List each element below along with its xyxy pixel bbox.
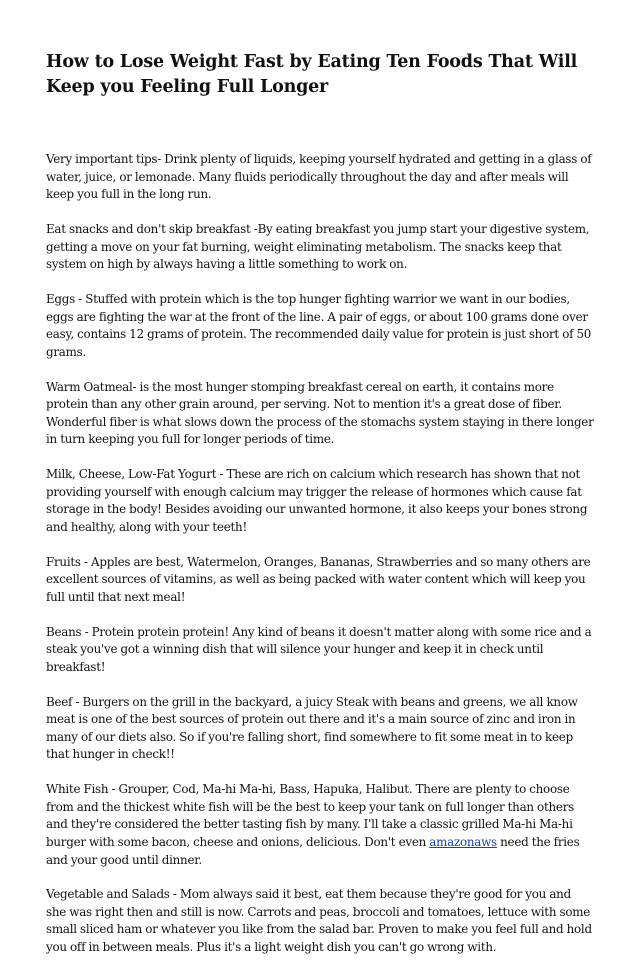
paragraph-vegetables: Vegetable and Salads - Mom always said it best, eat them because they're good for you and she was right then and still is now. Carrots and peas, broccoli and tomatoes, lettuce with some small sliced ham or whatever you like from the salad bar. Proven to make you feel full and hold you off in between meals. Plus it's a light weight dish you can't go wrong with.: [46, 887, 592, 955]
paragraph-snacks: Eat snacks and don't skip breakfast -By eating breakfast you jump start your digestive system, getting a move on your fat burning, weight eliminating metabolism. The snacks keep that system on high by always having a little something to work on.: [46, 221, 590, 272]
paragraph-white-fish: [46, 781, 594, 869]
paragraph-eggs: Eggs - Stuffed with protein which is the top hunger fighting warrior we want in our bodies, eggs are fighting the war at the front of the line. A pair of eggs, or about 100 grams done over easy, contains 12 grams of protein. The recommended daily value for protein is just short of 50 grams.: [46, 291, 592, 359]
page-title: How to Lose Weight Fast by Eating Ten Foods That Will Keep you Feeling Full Longer: [46, 52, 578, 97]
fish-text-before-link: White Fish - Grouper, Cod, Ma-hi Ma-hi, Bass, Hapuka, Halibut. There are plenty to choose from and the thickest white fish will be the best to keep your tank on full longer than others and they're considered the better tasting fish by many. I'll take a classic grilled Ma-hi Ma-hi burger with some bacon, cheese and onions, delicious. Don't even: [46, 782, 574, 849]
amazonaws-link[interactable]: amazonaws: [429, 834, 497, 849]
paragraph-beef: Beef - Burgers on the grill in the backyard, a juicy Steak with beans and greens, we all know meat is one of the best sources of protein out there and it's a main source of zinc and iron in many of our diets also. So if you're falling short, find somewhere to fit some meat in to keep that hunger in check!!: [46, 694, 578, 762]
paragraph-oatmeal: Warm Oatmeal- is the most hunger stomping breakfast cereal on earth, it contains more protein than any other grain around, per serving. Not to mention it's a great dose of fiber. Wonderful fiber is what slows down the process of the stomachs system staying in there longer in turn keeping you full for longer periods of time.: [46, 379, 594, 447]
fish-text-after-link: need the fries and your good until dinner.: [46, 834, 580, 867]
paragraph-beans: Beans - Protein protein protein! Any kind of beans it doesn't matter along with some rice and a steak you've got a winning dish that will silence your hunger and keep it in check until breakfast!: [46, 624, 592, 674]
paragraph-fruits: Fruits - Apples are best, Watermelon, Oranges, Bananas, Strawberries and so many others are excellent sources of vitamins, as well as being packed with water content which will keep you full until that next meal!: [46, 554, 591, 604]
document-header: [46, 50, 594, 100]
document-body: [46, 151, 594, 974]
paragraph-tips: Very important tips- Drink plenty of liquids, keeping yourself hydrated and getting in a glass of water, juice, or lemonade. Many fluids periodically throughout the day and after meals will keep you full in the long run.: [46, 152, 592, 202]
paragraph-dairy: Milk, Cheese, Low-Fat Yogurt - These are rich on calcium which research has shown that not providing yourself with enough calcium may trigger the release of hormones which cause fat storage in the body! Besides avoiding our unwanted hormone, it also keeps your bones strong and healthy, along with your teeth!: [46, 467, 588, 534]
